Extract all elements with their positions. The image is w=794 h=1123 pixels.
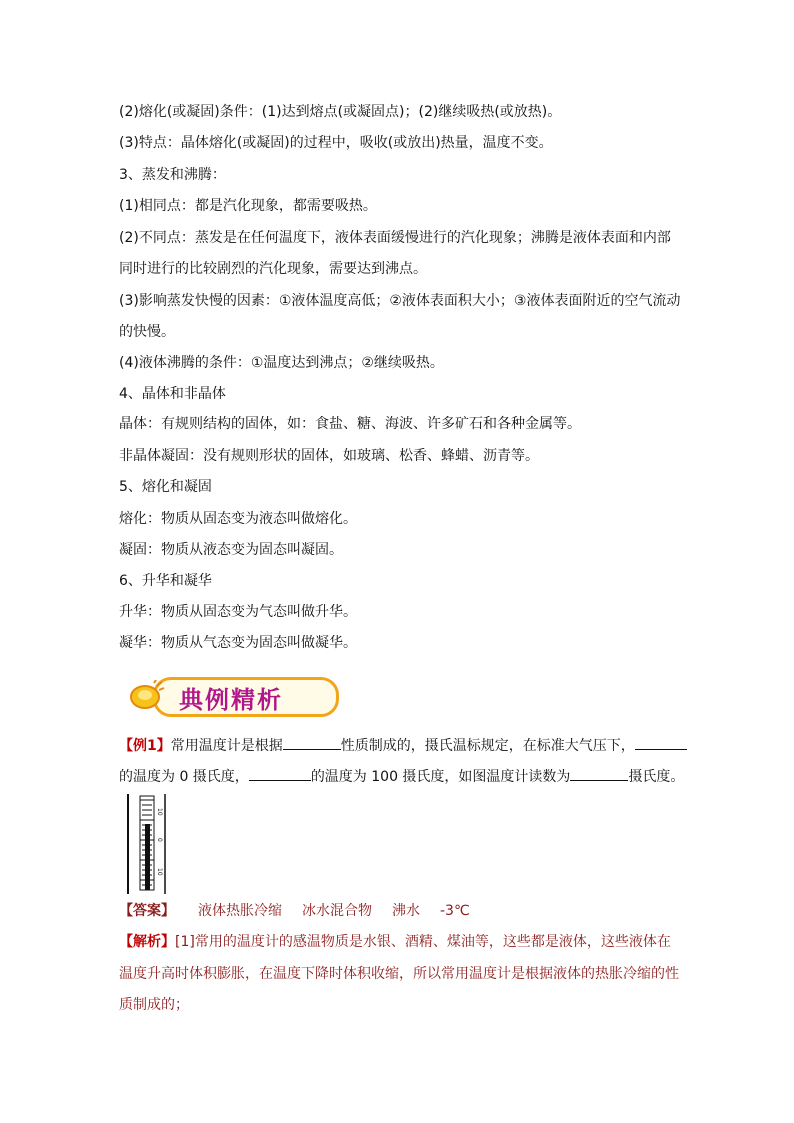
text-line: (3)特点：晶体熔化(或凝固)的过程中，吸收(或放出)热量，温度不变。 bbox=[119, 135, 553, 151]
answer-blank bbox=[635, 735, 687, 750]
question-text: 摄氏度。 bbox=[628, 769, 685, 785]
text-line: 同时进行的比较剧烈的汽化现象，需要达到沸点。 bbox=[119, 261, 427, 277]
bell-icon bbox=[127, 680, 165, 710]
text-line: 晶体：有规则结构的固体，如：食盐、糖、海波、许多矿石和各种金属等。 bbox=[119, 416, 581, 432]
answer-value: 冰水混合物 bbox=[302, 903, 372, 919]
question-text: 的温度为 100 摄氏度，如图温度计读数为 bbox=[310, 769, 571, 785]
analysis-line-3: 质制成的； bbox=[119, 997, 189, 1013]
text-line: 熔化：物质从固态变为液态叫做熔化。 bbox=[119, 511, 357, 527]
section-heading: 5、熔化和凝固 bbox=[119, 479, 212, 495]
text-line: 凝华：物质从气态变为固态叫做凝华。 bbox=[119, 635, 357, 651]
text-line: (2)不同点：蒸发是在任何温度下，液体表面缓慢进行的汽化现象；沸腾是液体表面和内部 bbox=[119, 230, 671, 246]
analysis-text: [1]常用的温度计的感温物质是水银、酒精、煤油等，这些都是液体，这些液体在 bbox=[175, 934, 671, 950]
section-banner bbox=[119, 672, 337, 716]
example-question-line-1 bbox=[119, 735, 687, 756]
thermometer-figure bbox=[125, 794, 175, 894]
question-text: 性质制成的，摄氏温标规定，在标准大气压下， bbox=[340, 738, 635, 754]
tick-label: 10 bbox=[156, 808, 163, 816]
answer-blank bbox=[249, 766, 311, 781]
example-question-line-2 bbox=[119, 766, 684, 787]
section-heading: 4、晶体和非晶体 bbox=[119, 386, 226, 402]
text-line: 非晶体凝固：没有规则形状的固体，如玻璃、松香、蜂蜡、沥青等。 bbox=[119, 448, 539, 464]
tick-label: 0 bbox=[156, 838, 163, 842]
analysis-line-2: 温度升高时体积膨胀，在温度下降时体积收缩，所以常用温度计是根据液体的热胀冷缩的性 bbox=[119, 966, 679, 982]
text-line: (2)熔化(或凝固)条件：(1)达到熔点(或凝固点)；(2)继续吸热(或放热)。 bbox=[119, 104, 562, 120]
analysis-line-1 bbox=[119, 932, 671, 952]
answer-blank bbox=[570, 766, 628, 781]
answer-value: 沸水 bbox=[392, 903, 420, 919]
text-line: 升华：物质从固态变为气态叫做升华。 bbox=[119, 604, 357, 620]
tick-label: 10 bbox=[156, 868, 163, 876]
question-text: 的温度为 0 摄氏度， bbox=[119, 769, 249, 785]
text-line: 的快慢。 bbox=[119, 324, 175, 340]
answer-blank bbox=[283, 735, 341, 750]
example-tag: 【例1】 bbox=[119, 738, 171, 754]
text-line: (4)液体沸腾的条件：①温度达到沸点；②继续吸热。 bbox=[119, 355, 444, 371]
text-line: 凝固：物质从液态变为固态叫凝固。 bbox=[119, 542, 343, 558]
text-line: (1)相同点：都是汽化现象，都需要吸热。 bbox=[119, 198, 377, 214]
answer-value: 液体热胀冷缩 bbox=[198, 903, 282, 919]
text-line: (3)影响蒸发快慢的因素：①液体温度高低；②液体表面积大小；③液体表面附近的空气流动 bbox=[119, 293, 681, 309]
banner-title: 典例精析 bbox=[179, 685, 283, 714]
section-heading: 3、蒸发和沸腾： bbox=[119, 167, 226, 183]
answer-value: -3℃ bbox=[440, 903, 470, 919]
question-text: 常用温度计是根据 bbox=[170, 738, 283, 754]
answer-tag: 【答案】 bbox=[119, 903, 175, 919]
analysis-tag: 【解析】 bbox=[119, 934, 175, 950]
section-heading: 6、升华和凝华 bbox=[119, 573, 212, 589]
